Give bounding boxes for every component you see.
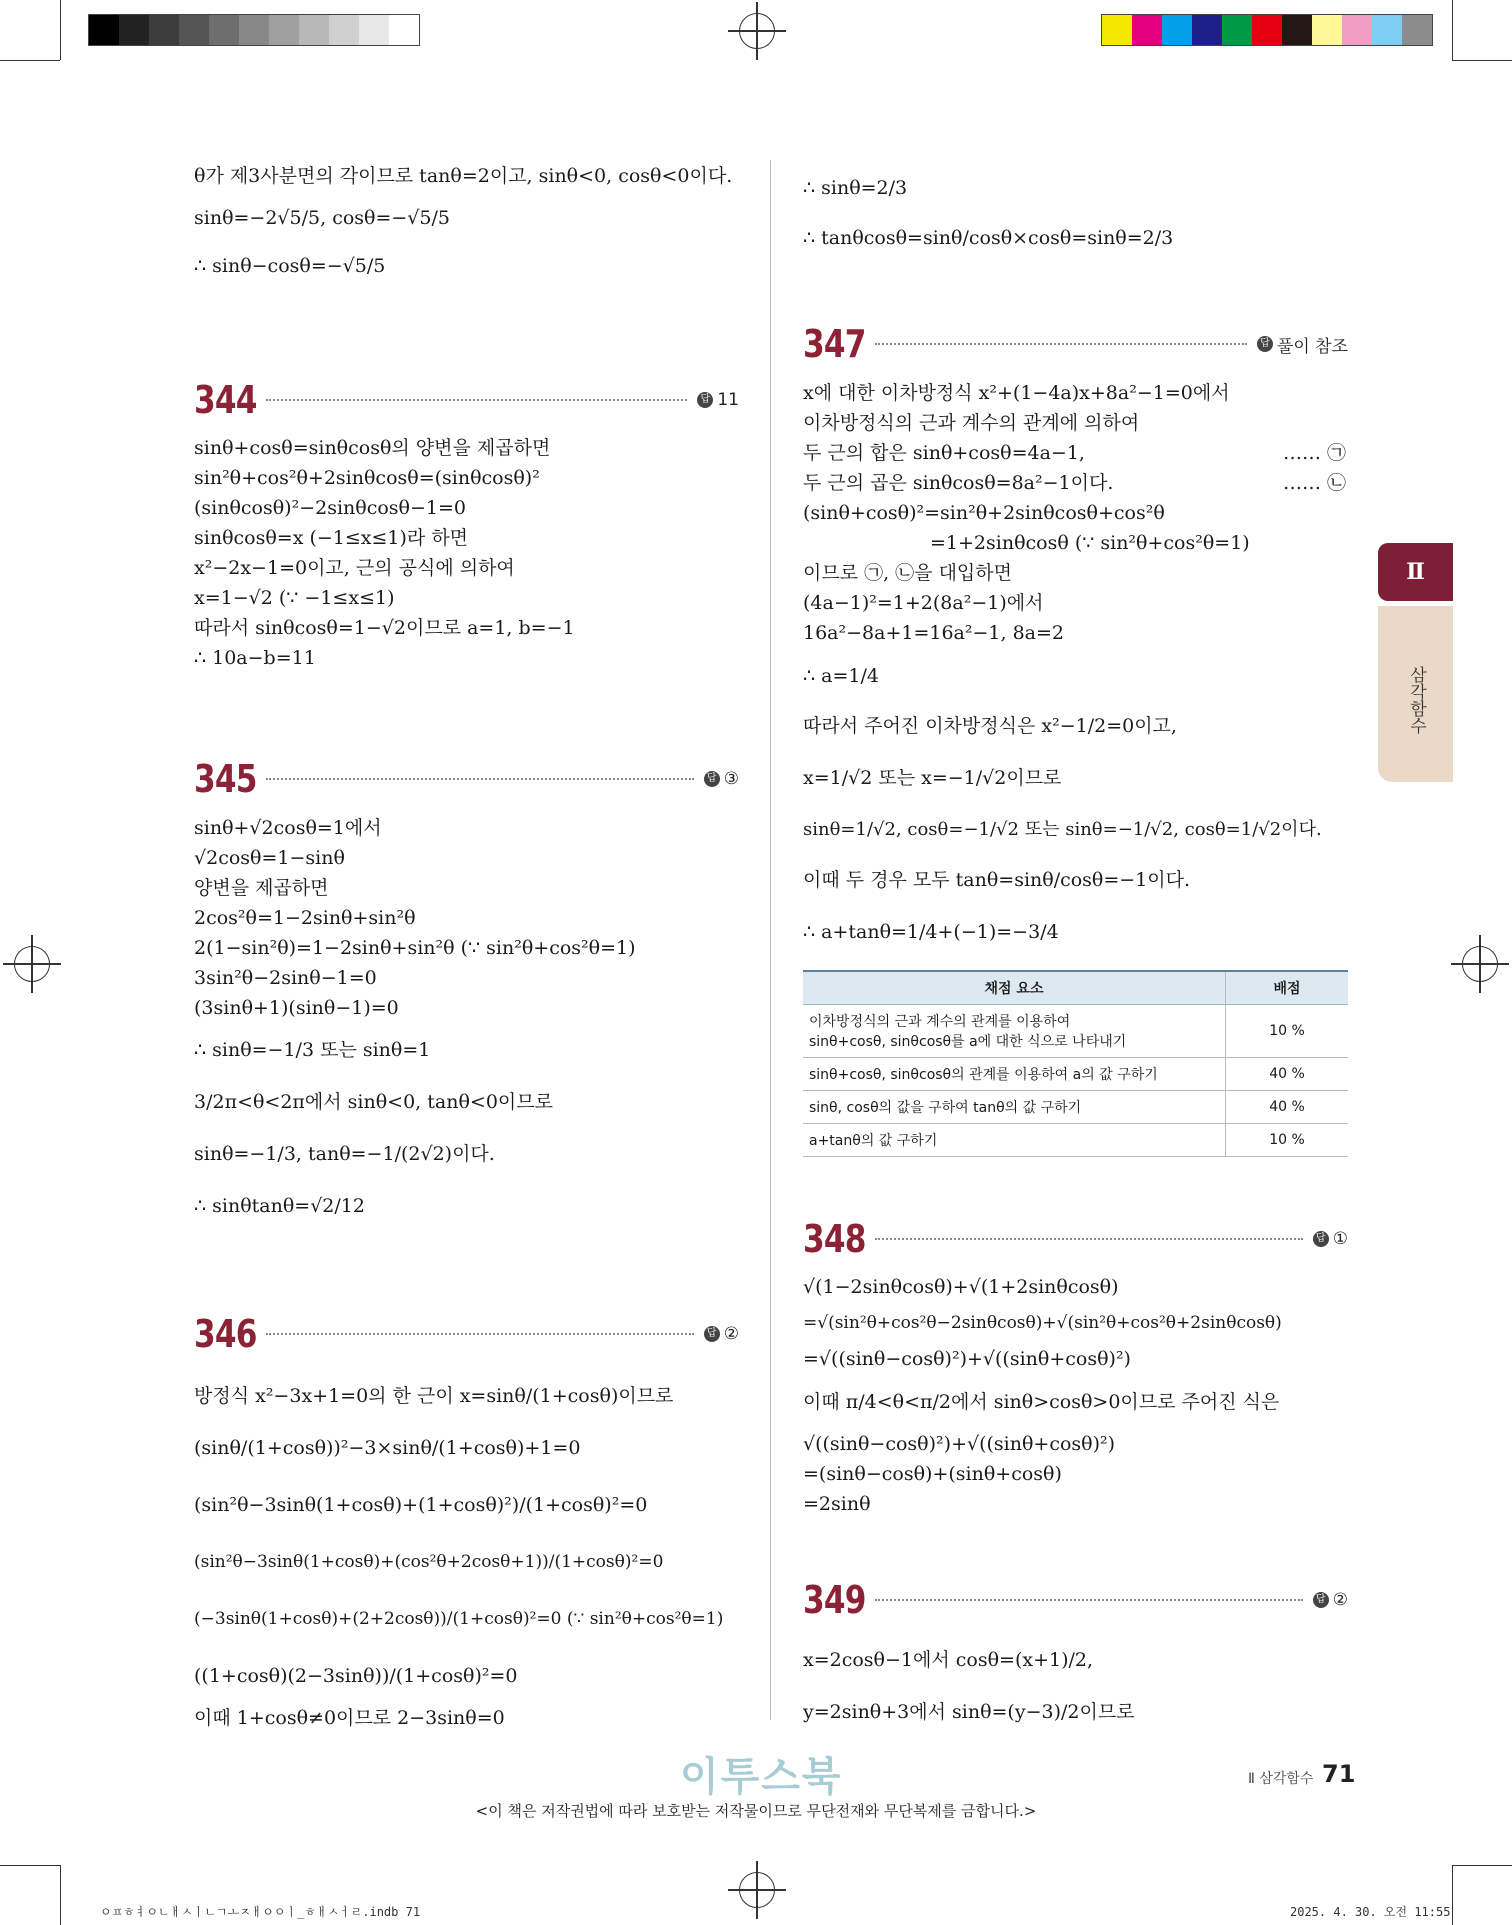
text-line: 따라서 sinθcosθ=1−√2이므로 a=1, b=−1 <box>194 617 575 639</box>
registration-mark <box>1462 946 1498 982</box>
gray-swatch <box>359 15 389 45</box>
text-line: =(sinθ−cosθ)+(sinθ+cosθ) <box>803 1463 1062 1485</box>
text-line: x=1−√2 (∵ −1≤x≤1) <box>194 587 395 609</box>
color-swatch <box>1372 15 1402 45</box>
table-cell: sinθ+cosθ, sinθcosθ의 관계를 이용하여 a의 값 구하기 <box>803 1058 1226 1091</box>
text-line: 3sin²θ−2sinθ−1=0 <box>194 967 377 989</box>
scoring-table <box>803 970 1348 1157</box>
problem-header <box>194 378 739 422</box>
text-line: ∴ a=1/4 <box>803 665 879 687</box>
crop-mark <box>0 1865 60 1866</box>
text-line: ∴ sinθ=2/3 <box>803 177 908 199</box>
answer-value: 11 <box>717 390 739 410</box>
text-line: (sinθ+cosθ)²=sin²θ+2sinθcosθ+cos²θ <box>803 502 1165 524</box>
answer-value: ① <box>1332 1229 1348 1249</box>
text-line: sinθ+√2cosθ=1에서 <box>194 817 382 839</box>
chapter-tab-label-box[interactable] <box>1378 606 1453 782</box>
color-swatch <box>1402 15 1432 45</box>
text-line: ∴ a+tanθ=1/4+(−1)=−3/4 <box>803 921 1059 943</box>
text-line: (3sinθ+1)(sinθ−1)=0 <box>194 997 399 1019</box>
page-number: 71 <box>1322 1760 1356 1788</box>
gray-swatch <box>149 15 179 45</box>
problem-number: 345 <box>194 757 257 801</box>
text-line: 이때 π/4<θ<π/2에서 sinθ>cosθ>0이므로 주어진 식은 <box>803 1391 1280 1413</box>
cell-text: sinθ+cosθ, sinθcosθ를 a에 대한 식으로 나타내기 <box>809 1034 1127 1050</box>
color-swatch <box>1162 15 1192 45</box>
text-line: 두 근의 곱은 sinθcosθ=8a²−1이다. <box>803 472 1114 494</box>
equation-mark: …… ㉡ <box>1283 472 1347 494</box>
text-line: 양변을 제곱하면 <box>194 877 329 899</box>
crop-mark <box>1452 1865 1512 1866</box>
chapter-tab[interactable]: Ⅱ <box>1378 543 1453 601</box>
table-cell: 40 % <box>1226 1091 1349 1124</box>
text-line: ∴ sinθ=−1/3 또는 sinθ=1 <box>194 1039 431 1061</box>
problem-header <box>194 1312 739 1356</box>
publisher-logo: 이투스북 <box>680 1754 843 1800</box>
color-swatch <box>1102 15 1132 45</box>
gray-swatch <box>239 15 269 45</box>
leader-dots <box>266 1333 694 1335</box>
problem-number: 344 <box>194 378 257 422</box>
table-row <box>803 1058 1348 1091</box>
problem-number: 348 <box>803 1217 866 1261</box>
gray-swatch <box>179 15 209 45</box>
leader-dots <box>875 343 1247 345</box>
text-line: sinθ=−2√5/5, cosθ=−√5/5 <box>194 207 450 229</box>
registration-mark <box>739 13 775 49</box>
leader-dots <box>266 778 694 780</box>
text-line: √((sinθ−cosθ)²)+√((sinθ+cosθ)²) <box>803 1433 1116 1455</box>
answer-label <box>704 769 739 789</box>
text-line: sinθ+cosθ=sinθcosθ의 양변을 제곱하면 <box>194 437 551 459</box>
gray-swatch <box>329 15 359 45</box>
table-header-row <box>803 971 1348 1005</box>
table-cell: 10 % <box>1226 1124 1349 1157</box>
text-line: 2cos²θ=1−2sinθ+sin²θ <box>194 907 416 929</box>
color-calibration-bar <box>1101 14 1433 46</box>
cell-text: 이차방정식의 근과 계수의 관계를 이용하여 <box>809 1014 1071 1030</box>
answer-label <box>1257 332 1348 357</box>
text-line: ((1+cosθ)(2−3sinθ))/(1+cosθ)²=0 <box>194 1665 518 1687</box>
print-slug-right: 2025. 4. 30. 오전 11:55 <box>1290 1905 1451 1919</box>
text-line: 3/2π<θ<2π에서 sinθ<0, tanθ<0이므로 <box>194 1091 553 1113</box>
registration-mark <box>739 1872 775 1908</box>
text-line: =√(sin²θ+cos²θ−2sinθcosθ)+√(sin²θ+cos²θ+2sinθcosθ) <box>803 1313 1282 1333</box>
table-row <box>803 1005 1348 1058</box>
text-line: (sin²θ−3sinθ(1+cosθ)+(1+cosθ)²)/(1+cosθ)²=0 <box>194 1494 648 1516</box>
text-line: 이때 1+cosθ≠0이므로 2−3sinθ=0 <box>194 1707 505 1729</box>
table-row <box>803 1091 1348 1124</box>
text-line: =√((sinθ−cosθ)²)+√((sinθ+cosθ)²) <box>803 1348 1131 1370</box>
text-line: 이때 두 경우 모두 tanθ=sinθ/cosθ=−1이다. <box>803 869 1191 891</box>
crop-mark <box>0 60 60 61</box>
text-line: (4a−1)²=1+2(8a²−1)에서 <box>803 592 1044 614</box>
text-line: 방정식 x²−3x+1=0의 한 근이 x=sinθ/(1+cosθ)이므로 <box>194 1385 674 1407</box>
answer-icon: 답 <box>1257 336 1273 352</box>
text-line: =2sinθ <box>803 1493 871 1515</box>
text-line: (sinθcosθ)²−2sinθcosθ−1=0 <box>194 497 467 519</box>
equation-mark: …… ㉠ <box>1283 442 1347 464</box>
text-line: x²−2x−1=0이고, 근의 공식에 의하여 <box>194 557 515 579</box>
text-line: x에 대한 이차방정식 x²+(1−4a)x+8a²−1=0에서 <box>803 382 1230 404</box>
problem-header <box>803 322 1348 366</box>
text-line: 2(1−sin²θ)=1−2sinθ+sin²θ (∵ sin²θ+cos²θ=1) <box>194 937 636 959</box>
text-line: ∴ tanθcosθ=sinθ/cosθ×cosθ=sinθ=2/3 <box>803 227 1174 249</box>
text-line: √2cosθ=1−sinθ <box>194 847 345 869</box>
answer-label <box>1313 1229 1348 1249</box>
table-header: 채점 요소 <box>803 971 1226 1005</box>
crop-mark <box>60 1865 61 1925</box>
copyright-notice: <이 책은 저작권법에 따라 보호받는 저작물이므로 무단전재와 무단복제를 금합니다.> <box>475 1802 1037 1820</box>
answer-label <box>1313 1590 1348 1610</box>
text-line: sinθ=1/√2, cosθ=−1/√2 또는 sinθ=−1/√2, cosθ=1/√2이다. <box>803 819 1322 840</box>
text-line: 16a²−8a+1=16a²−1, 8a=2 <box>803 622 1065 644</box>
answer-value: ② <box>1332 1590 1348 1610</box>
table-cell: sinθ, cosθ의 값을 구하여 tanθ의 값 구하기 <box>803 1091 1226 1124</box>
gray-swatch <box>89 15 119 45</box>
problem-number: 346 <box>194 1312 257 1356</box>
text-line: y=2sinθ+3에서 sinθ=(y−3)/2이므로 <box>803 1701 1135 1723</box>
color-swatch <box>1252 15 1282 45</box>
text-line: √(1−2sinθcosθ)+√(1+2sinθcosθ) <box>803 1276 1119 1298</box>
text-line: (sinθ/(1+cosθ))²−3×sinθ/(1+cosθ)+1=0 <box>194 1437 581 1459</box>
problem-number: 349 <box>803 1578 866 1622</box>
leader-dots <box>875 1599 1303 1601</box>
color-swatch <box>1192 15 1222 45</box>
color-swatch <box>1282 15 1312 45</box>
answer-label <box>704 1324 739 1344</box>
crop-mark <box>1452 1865 1453 1925</box>
leader-dots <box>266 399 687 401</box>
answer-value: ② <box>723 1324 739 1344</box>
print-slug-left: ㅇㅍㅎㅕㅇㄴㅐㅅㅣㄴㄱㅗㅈㅐㅇㅇㅣ_ㅎㅐㅅㅓㄹ.indb 71 <box>100 1905 421 1919</box>
problem-header <box>803 1578 1348 1622</box>
table-row <box>803 1124 1348 1157</box>
crop-mark <box>1452 60 1512 61</box>
text-line: ∴ sinθtanθ=√2/12 <box>194 1195 365 1217</box>
page-section-label: Ⅱ 삼각함수 <box>1248 1771 1314 1787</box>
text-line: sinθcosθ=x (−1≤x≤1)라 하면 <box>194 527 469 549</box>
table-cell <box>803 1005 1226 1058</box>
text-line: x=2cosθ−1에서 cosθ=(x+1)/2, <box>803 1649 1094 1671</box>
text-line: ∴ 10a−b=11 <box>194 647 316 669</box>
text-line: x=1/√2 또는 x=−1/√2이므로 <box>803 767 1062 789</box>
text-line: sin²θ+cos²θ+2sinθcosθ=(sinθcosθ)² <box>194 467 540 489</box>
text-line: sinθ=−1/3, tanθ=−1/(2√2)이다. <box>194 1143 495 1165</box>
text-line: 두 근의 합은 sinθ+cosθ=4a−1, <box>803 442 1085 464</box>
answer-icon: 답 <box>697 392 713 408</box>
text-line: 따라서 주어진 이차방정식은 x²−1/2=0이고, <box>803 715 1177 737</box>
table-header: 배점 <box>1226 971 1349 1005</box>
chapter-tab-label: 삼각함수 <box>1406 666 1426 734</box>
text-line: 이차방정식의 근과 계수의 관계에 의하여 <box>803 412 1140 434</box>
color-swatch <box>1132 15 1162 45</box>
problem-number: 347 <box>803 322 866 366</box>
color-swatch <box>1312 15 1342 45</box>
gray-swatch <box>269 15 299 45</box>
crop-mark <box>60 0 61 60</box>
text-line: (sin²θ−3sinθ(1+cosθ)+(cos²θ+2cosθ+1))/(1+cosθ)²=0 <box>194 1552 664 1572</box>
table-cell: 40 % <box>1226 1058 1349 1091</box>
answer-icon: 답 <box>704 1326 720 1342</box>
color-swatch <box>1222 15 1252 45</box>
leader-dots <box>875 1238 1303 1240</box>
crop-mark <box>1452 0 1453 60</box>
gray-calibration-bar <box>88 14 420 46</box>
answer-icon: 답 <box>704 771 720 787</box>
answer-label <box>697 390 739 410</box>
gray-swatch <box>299 15 329 45</box>
gray-swatch <box>389 15 419 45</box>
gray-swatch <box>209 15 239 45</box>
problem-header <box>194 757 739 801</box>
column-divider <box>770 160 771 1720</box>
gray-swatch <box>119 15 149 45</box>
answer-value: 풀이 참조 <box>1276 336 1348 357</box>
text-line: =1+2sinθcosθ (∵ sin²θ+cos²θ=1) <box>930 532 1250 554</box>
table-cell: 10 % <box>1226 1005 1349 1058</box>
answer-value: ③ <box>723 769 739 789</box>
registration-mark <box>14 946 50 982</box>
problem-header <box>803 1217 1348 1261</box>
answer-icon: 답 <box>1313 1592 1329 1608</box>
table-cell: a+tanθ의 값 구하기 <box>803 1124 1226 1157</box>
color-swatch <box>1342 15 1372 45</box>
text-line: θ가 제3사분면의 각이므로 tanθ=2이고, sinθ<0, cosθ<0이다. <box>194 165 733 187</box>
text-line: ∴ sinθ−cosθ=−√5/5 <box>194 255 386 277</box>
text-line: 이므로 ㉠, ㉡을 대입하면 <box>803 562 1012 584</box>
text-line: (−3sinθ(1+cosθ)+(2+2cosθ))/(1+cosθ)²=0 (∵ sin²θ+cos²θ=1) <box>194 1609 724 1629</box>
answer-icon: 답 <box>1313 1231 1329 1247</box>
